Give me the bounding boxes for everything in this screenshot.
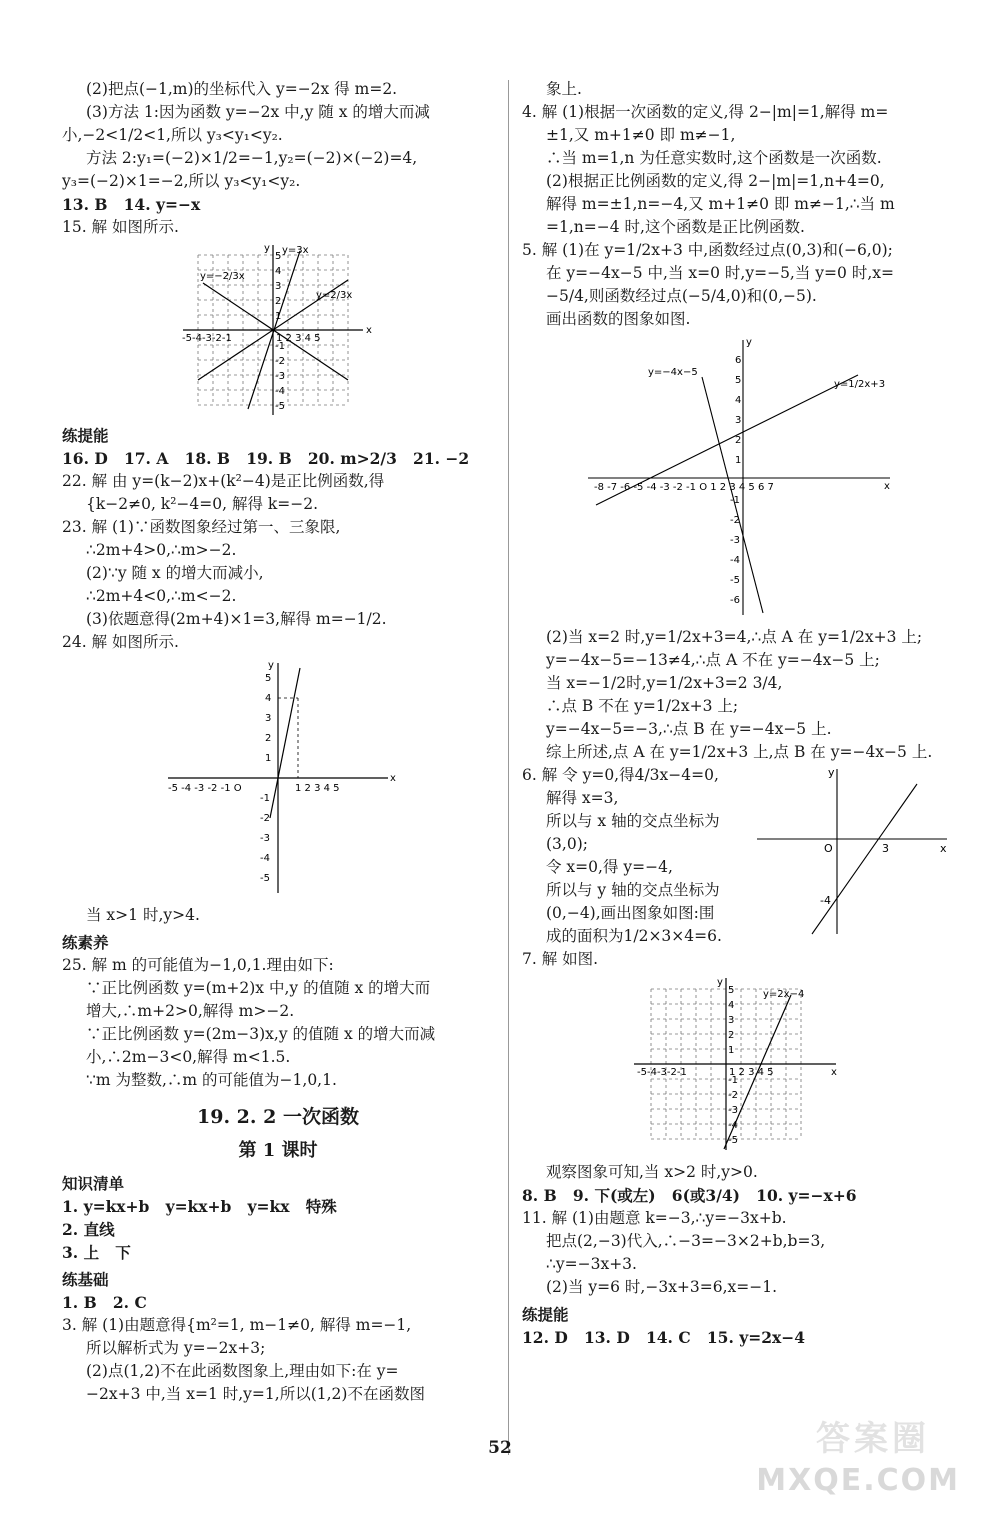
lesson-title: 第 1 课时 [238, 1140, 318, 1161]
text-line: 小,−2<1/2<1,所以 y₃<y₁<y₂. [62, 126, 283, 144]
text-line: 当 x=−1/2时,y=1/2x+3=2 3/4, [546, 674, 783, 692]
graph-q6 [752, 764, 952, 939]
text-line: 24. 解 如图所示. [62, 633, 179, 651]
graph-q15 [178, 243, 378, 418]
text-line: 2. 直线 [62, 1220, 115, 1239]
watermark-logo: 答案圈 [816, 1419, 930, 1459]
svg-text:-3: -3 [727, 1105, 738, 1116]
svg-text:-5: -5 [730, 575, 740, 586]
text-line: 11. 解 (1)由题意 k=−3,∴y=−3x+b. [522, 1209, 787, 1227]
svg-text:-1: -1 [730, 495, 740, 506]
section-heading: 练提能 [522, 1305, 569, 1324]
svg-text:-5-4-3-2-1: -5-4-3-2-1 [182, 333, 232, 344]
graph-q7 [631, 975, 846, 1155]
text-line: ∴2m+4>0,∴m>−2. [86, 541, 237, 559]
graph-label: y=−2/3x [200, 271, 245, 282]
svg-text:2: 2 [265, 733, 272, 744]
svg-text:-1: -1 [275, 341, 285, 352]
graph-label: y=2x−4 [762, 989, 804, 1000]
answer-line: 15. 解 如图所示. [62, 218, 179, 236]
text-line: 3. 解 (1)由题意得{m²=1, m−1≠0, 解得 m=−1, [62, 1316, 412, 1334]
answer-line: 12. D 13. D 14. C 15. y=2x−4 [522, 1328, 806, 1347]
svg-text:-4: -4 [275, 386, 285, 397]
text-line: (3,0); [546, 835, 588, 853]
text-line: 当 x>1 时,y>4. [86, 906, 200, 924]
text-line: 22. 解 由 y=(k−2)x+(k²−4)是正比例函数,得 [62, 472, 385, 490]
section-heading: 练素养 [62, 933, 109, 952]
svg-text:4: 4 [727, 1000, 734, 1011]
svg-text:-5: -5 [260, 873, 270, 884]
text-line: (0,−4),画出图象如图:围 [546, 904, 715, 922]
svg-text:y: y [268, 660, 274, 671]
section-heading: 知识清单 [62, 1174, 125, 1193]
text-line: 6. 解 令 y=0,得4/3x−4=0, [522, 766, 719, 784]
text-line: 7. 解 如图. [522, 950, 599, 968]
column-divider [508, 80, 509, 1455]
text-line: (3)方法 1:因为函数 y=−2x 中,y 随 x 的增大而减 [86, 103, 430, 121]
page-number: 52 [488, 1438, 512, 1458]
svg-text:-2: -2 [260, 813, 270, 824]
text-line: 23. 解 (1)∵函数图象经过第一、三象限, [62, 518, 341, 536]
answer-line: 8. B 9. 下(或左) 6(或3/4) 10. y=−x+6 [522, 1186, 857, 1205]
graph-label: y=2/3x [316, 290, 353, 301]
text-line: 综上所述,点 A 在 y=1/2x+3 上,点 B 在 y=−4x−5 上. [546, 743, 933, 761]
svg-text:2: 2 [275, 296, 282, 307]
graph-label: y=3x [282, 245, 309, 256]
text-line: y=−4x−5=−13≠4,∴点 A 不在 y=−4x−5 上; [546, 651, 880, 669]
svg-text:1 2 3 4 5: 1 2 3 4 5 [295, 783, 340, 794]
svg-text:-2: -2 [727, 1090, 738, 1101]
text-line: ∴y=−3x+3. [546, 1255, 637, 1273]
svg-text:-3: -3 [275, 371, 285, 382]
answer-line: 13. B 14. y=−x [62, 195, 201, 214]
svg-text:5: 5 [727, 985, 734, 996]
text-line: y₃=(−2)×1=−2,所以 y₃<y₁<y₂. [62, 172, 301, 190]
text-line: (2)根据正比例函数的定义,得 2−|m|=1,n+4=0, [546, 172, 885, 190]
svg-text:-5 -4 -3 -2 -1 O: -5 -4 -3 -2 -1 O [168, 783, 242, 794]
answer-line: 1. B 2. C [62, 1293, 147, 1312]
text-line: ∵正比例函数 y=(m+2)x 中,y 的值随 x 的增大而 [86, 979, 431, 997]
svg-text:x: x [940, 842, 947, 855]
graph-q5 [578, 335, 898, 620]
section-heading: 练基础 [62, 1270, 109, 1289]
svg-text:3: 3 [275, 281, 282, 292]
text-line: ∵m 为整数,∴m 的可能值为−1,0,1. [86, 1071, 337, 1089]
graph-q24 [158, 658, 398, 898]
left-column [62, 78, 494, 1406]
svg-text:4: 4 [735, 395, 742, 406]
text-line: 成的面积为1/2×3×4=6. [546, 927, 722, 945]
text-line: 所以解析式为 y=−2x+3; [86, 1339, 266, 1357]
text-line: (2)当 y=6 时,−3x+3=6,x=−1. [546, 1278, 778, 1296]
text-line: ∴点 B 不在 y=1/2x+3 上; [546, 697, 739, 715]
text-line: (2)把点(−1,m)的坐标代入 y=−2x 得 m=2. [86, 80, 398, 98]
text-line: 象上. [546, 80, 582, 98]
text-line: −5/4,则函数经过点(−5/4,0)和(0,−5). [546, 287, 817, 305]
text-line: =1,n=−4 时,这个函数是正比例函数. [546, 218, 805, 236]
svg-text:-1: -1 [260, 793, 270, 804]
svg-text:x: x [390, 773, 396, 784]
svg-text:-3: -3 [730, 535, 740, 546]
svg-text:1 2 3 4 5: 1 2 3 4 5 [728, 1067, 774, 1078]
graph-label: y=1/2x+3 [834, 379, 886, 390]
text-line: 画出函数的图象如图. [546, 310, 691, 328]
text-line: −2x+3 中,当 x=1 时,y=1,所以(1,2)不在函数图 [86, 1385, 425, 1403]
svg-text:1: 1 [727, 1045, 734, 1056]
text-line: 1. y=kx+b y=kx+b y=kx 特殊 [62, 1197, 337, 1216]
text-line: 方法 2:y₁=(−2)×1/2=−1,y₂=(−2)×(−2)=4, [86, 149, 418, 167]
text-line: (2)当 x=2 时,y=1/2x+3=4,∴点 A 在 y=1/2x+3 上; [546, 628, 923, 646]
svg-text:y: y [716, 977, 723, 988]
svg-text:1: 1 [275, 311, 282, 322]
text-line: 观察图象可知,当 x>2 时,y>0. [546, 1163, 758, 1181]
text-line: (2)∵y 随 x 的增大而减小, [86, 564, 264, 582]
watermark: MXQE.COM [756, 1463, 960, 1498]
svg-text:-1: -1 [727, 1075, 738, 1086]
svg-text:-5: -5 [275, 401, 285, 412]
q6-block [522, 764, 954, 948]
svg-text:1: 1 [265, 753, 272, 764]
text-line: 5. 解 (1)在 y=1/2x+3 中,函数经过点(0,3)和(−6,0); [522, 241, 893, 259]
svg-text:y: y [746, 337, 752, 348]
text-line: ±1,又 m+1≠0 即 m≠−1, [546, 126, 736, 144]
text-line: 把点(2,−3)代入,∴−3=−3×2+b,b=3, [546, 1232, 826, 1250]
text-line: 所以与 y 轴的交点坐标为 [546, 881, 720, 899]
text-line: 解得 m=±1,n=−4,又 m+1≠0 即 m≠−1,∴当 m [546, 195, 895, 213]
svg-text:y: y [828, 766, 835, 779]
right-column [522, 78, 954, 1349]
svg-text:6: 6 [735, 355, 742, 366]
text-line: 令 x=0,得 y=−4, [546, 858, 673, 876]
svg-text:3: 3 [735, 415, 742, 426]
section-heading: 练提能 [62, 426, 109, 445]
svg-text:4: 4 [265, 693, 272, 704]
svg-text:x: x [830, 1067, 837, 1078]
svg-text:1: 1 [735, 455, 742, 466]
svg-text:-2: -2 [275, 356, 285, 367]
text-line: 小,∴2m−3<0,解得 m<1.5. [86, 1048, 291, 1066]
svg-text:-4: -4 [730, 555, 740, 566]
section-title: 19. 2. 2 一次函数 [197, 1106, 359, 1128]
text-line: 4. 解 (1)根据一次函数的定义,得 2−|m|=1,解得 m= [522, 103, 889, 121]
svg-text:2: 2 [727, 1030, 734, 1041]
svg-text:-4: -4 [727, 1120, 738, 1131]
answer-line: 16. D 17. A 18. B 19. B 20. m>2/3 21. −2 [62, 449, 470, 468]
graph-label: y=−4x−5 [648, 367, 698, 378]
svg-text:-5-4-3-2-1: -5-4-3-2-1 [636, 1067, 687, 1078]
text-line: 3. 上 下 [62, 1243, 131, 1262]
text-line: 在 y=−4x−5 中,当 x=0 时,y=−5,当 y=0 时,x= [546, 264, 894, 282]
text-line: ∴当 m=1,n 为任意实数时,这个函数是一次函数. [546, 149, 882, 167]
svg-text:5: 5 [275, 251, 282, 262]
svg-text:1 2 3 4 5: 1 2 3 4 5 [276, 333, 321, 344]
svg-text:5: 5 [735, 375, 742, 386]
svg-text:3: 3 [265, 713, 272, 724]
svg-text:2: 2 [735, 435, 742, 446]
svg-text:x: x [366, 325, 372, 336]
text-line: 25. 解 m 的可能值为−1,0,1.理由如下: [62, 956, 334, 974]
svg-text:O: O [824, 842, 833, 855]
text-line: y=−4x−5=−3,∴点 B 在 y=−4x−5 上. [546, 720, 832, 738]
svg-text:y: y [264, 243, 270, 254]
svg-text:-8 -7 -6 -5 -4 -3 -2 -1 O 1: -8 -7 -6 -5 -4 -3 -2 -1 O 1 2 3 4 5 6 7 [594, 482, 774, 493]
svg-text:5: 5 [265, 673, 272, 684]
svg-text:4: 4 [275, 266, 282, 277]
svg-text:-2: -2 [730, 515, 740, 526]
svg-text:-4: -4 [820, 894, 831, 907]
text-line: ∵正比例函数 y=(2m−3)x,y 的值随 x 的增大而减 [86, 1025, 436, 1043]
text-line: (3)依题意得(2m+4)×1=3,解得 m=−1/2. [86, 610, 387, 628]
text-line: 所以与 x 轴的交点坐标为 [546, 812, 720, 830]
svg-text:-5: -5 [727, 1135, 738, 1146]
text-line: ∴2m+4<0,∴m<−2. [86, 587, 237, 605]
text-line: 解得 x=3, [546, 789, 619, 807]
text-line: 增大,∴m+2>0,解得 m>−2. [86, 1002, 295, 1020]
svg-text:-4: -4 [260, 853, 270, 864]
svg-text:-6: -6 [730, 595, 740, 606]
svg-text:3: 3 [727, 1015, 734, 1026]
svg-text:-3: -3 [260, 833, 270, 844]
text-line: {k−2≠0, k²−4=0, 解得 k=−2. [86, 495, 319, 513]
text-line: (2)点(1,2)不在此函数图象上,理由如下:在 y= [86, 1362, 399, 1380]
svg-text:x: x [884, 481, 890, 492]
svg-text:3: 3 [882, 842, 889, 855]
